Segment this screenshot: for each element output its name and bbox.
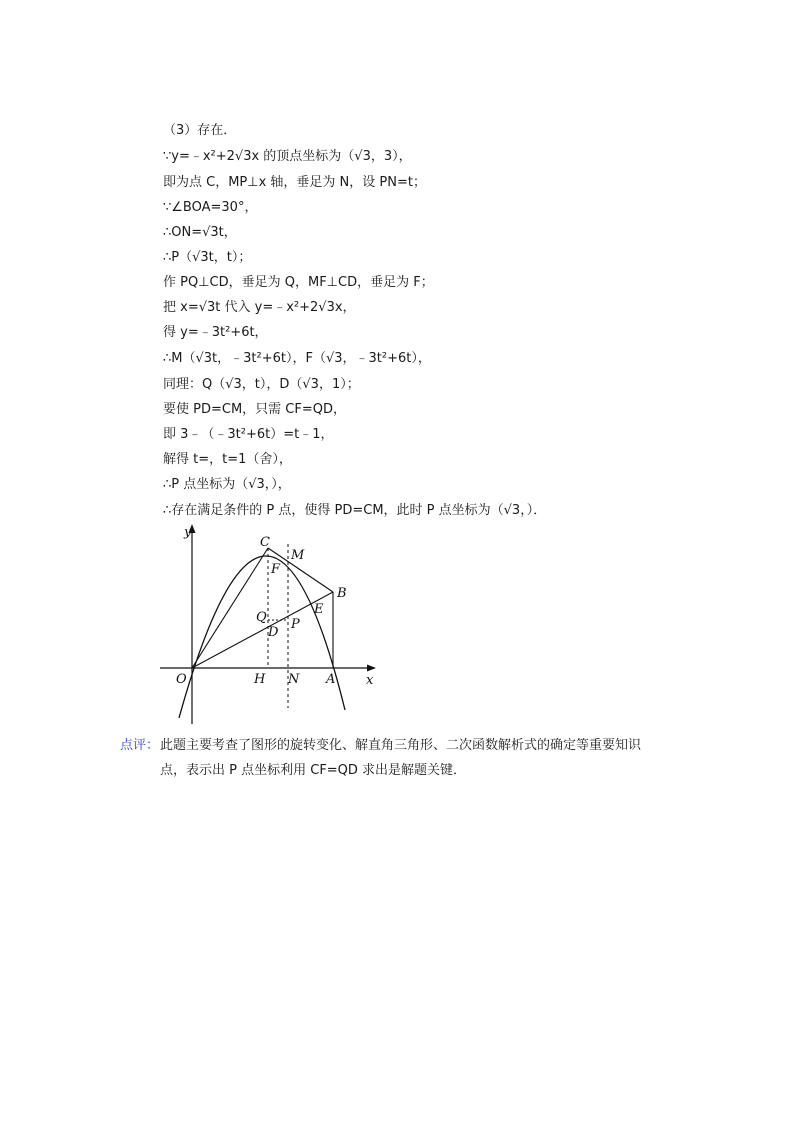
label-c: C — [260, 535, 270, 550]
solution-line: 解得 t=，t=1（舍）， — [163, 452, 292, 467]
solution-line: ∴P 点坐标为（√3，）， — [163, 477, 291, 492]
comment-line: 点，表示出 P 点坐标利用 CF=QD 求出是解题关键． — [160, 763, 467, 778]
label-h: H — [254, 672, 266, 687]
parabola-curve — [179, 556, 345, 718]
segment-ob — [192, 592, 333, 668]
solution-line: 即 3﹣（﹣3t²+6t）=t﹣1， — [163, 427, 334, 442]
label-a: A — [326, 672, 336, 687]
x-axis-arrow — [367, 665, 376, 672]
solution-line: ∴M（√3t，﹣3t²+6t），F（√3，﹣3t²+6t）， — [163, 351, 431, 366]
comment-line: 此题主要考查了图形的旋转变化、解直角三角形、二次函数解析式的确定等重要知识 — [160, 738, 642, 753]
label-q: Q — [256, 610, 267, 625]
segment-oc — [192, 548, 268, 668]
solution-line: （3）存在． — [163, 123, 237, 138]
comment-label: 点评： — [120, 738, 160, 753]
solution-line: ∴ON=√3t， — [163, 225, 237, 240]
label-y: y — [184, 525, 192, 540]
solution-line: ∴存在满足条件的 P 点，使得 PD=CM，此时 P 点坐标为（√3，）． — [163, 503, 547, 518]
solution-line: ∵∠BOA=30°， — [163, 200, 258, 215]
geometry-diagram — [150, 518, 390, 730]
solution-line: ∴P（√3t，t）； — [163, 250, 252, 265]
label-x: x — [366, 673, 374, 688]
label-e: E — [314, 602, 324, 617]
solution-line: ∵y=﹣x²+2√3x 的顶点坐标为（√3，3）， — [163, 149, 412, 164]
solution-line: 要使 PD=CM，只需 CF=QD， — [163, 402, 346, 417]
label-n: N — [288, 672, 300, 687]
solution-line: 即为点 C，MP⊥x 轴，垂足为 N，设 PN=t； — [163, 175, 426, 190]
solution-line: 把 x=√3t 代入 y=﹣x²+2√3x， — [163, 300, 356, 315]
label-b: B — [337, 586, 347, 601]
label-f: F — [271, 562, 281, 577]
solution-line: 同理：Q（√3，t），D（√3，1）； — [163, 377, 360, 392]
label-p: P — [291, 617, 300, 632]
label-d: D — [268, 625, 279, 640]
label-o: O — [176, 672, 187, 687]
solution-line: 得 y=﹣3t²+6t， — [163, 325, 268, 340]
solution-line: 作 PQ⊥CD，垂足为 Q，MF⊥CD，垂足为 F； — [163, 275, 434, 290]
label-m: M — [291, 548, 305, 563]
